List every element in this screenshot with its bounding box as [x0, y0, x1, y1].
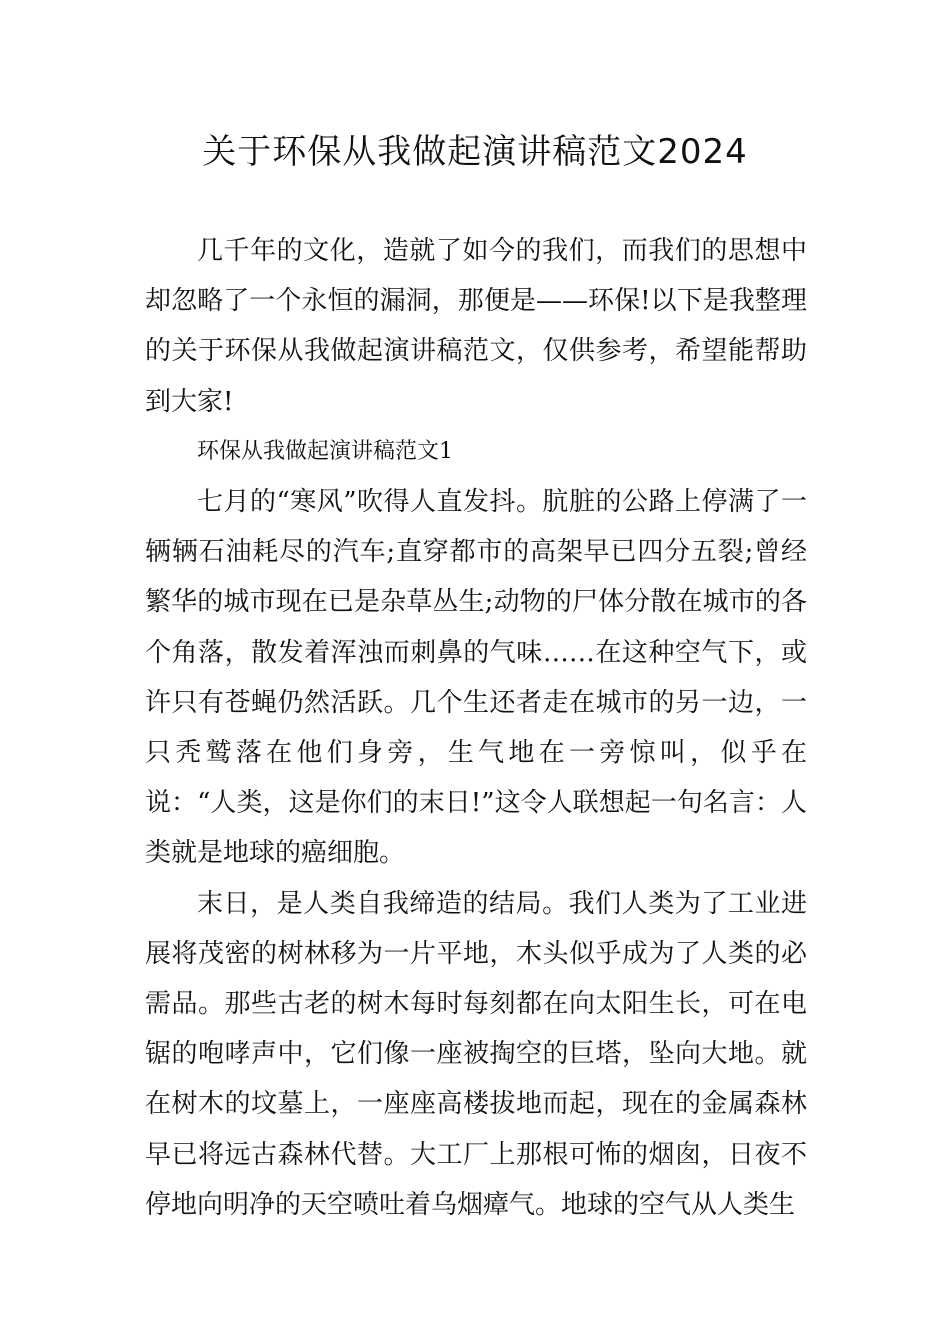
intro-paragraph: 几千年的文化，造就了如今的我们，而我们的思想中却忽略了一个永恒的漏洞，那便是——环保!以下是我整理的关于环保从我做起演讲稿范文，仅供参考，希望能帮助到大家!: [145, 236, 807, 417]
document-title: 关于环保从我做起演讲稿范文2024: [202, 132, 748, 172]
body-paragraph: 末日，是人类自我缔造的结局。我们人类为了工业进展将茂密的树林移为一片平地，木头似乎成为了人类的必需品。那些古老的树木每时每刻都在向太阳生长，可在电锯的咆哮声中，它们像一座被掏空的巨塔，坠向大地。就在树木的坟墓上，一座座高楼拔地而起，现在的金属森林早已将远古森林代替。大工厂上那根可怖的烟囱，日夜不停地向明净的天空喷吐着乌烟瘴气。地球的空气从人类生: [145, 888, 807, 1220]
body-paragraph: 七月的“寒风”吹得人直发抖。肮脏的公路上停满了一辆辆石油耗尽的汽车;直穿都市的高架早已四分五裂;曾经繁华的城市现在已是杂草丛生;动物的尸体分散在城市的各个角落，散发着浑浊而刺鼻的气味……在这种空气下，或许只有苍蝇仍然活跃。几个生还者走在城市的另一边，一只秃鹫落在他们身旁，生气地在一旁惊叫，似乎在说：“人类，这是你们的末日!”这令人联想起一句名言：人类就是地球的癌细胞。: [145, 487, 807, 869]
document-body: [145, 226, 807, 1230]
section-heading: 环保从我做起演讲稿范文1: [197, 438, 453, 464]
